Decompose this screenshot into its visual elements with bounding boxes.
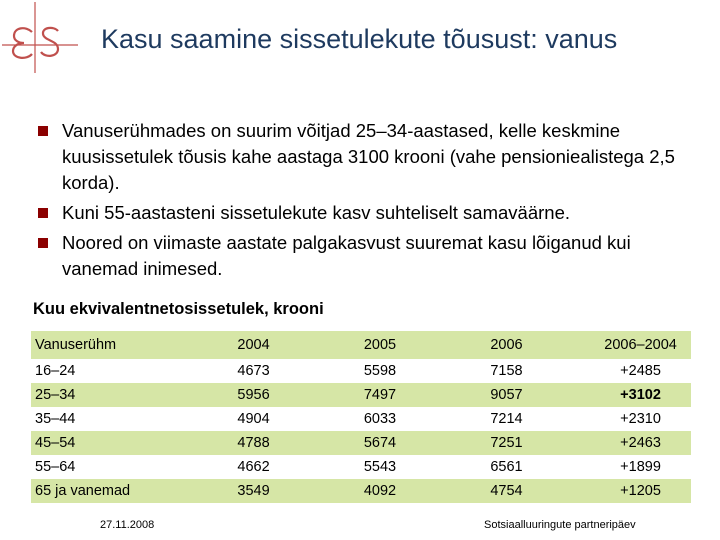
table-cell: 4662 — [237, 459, 270, 475]
table-cell: 5674 — [346, 431, 472, 455]
table-row — [31, 407, 691, 431]
table-cell: 5956 — [219, 383, 345, 407]
table-cell: 3549 — [219, 479, 345, 503]
bullet-text: Vanuserühmades on suurim võitjad 25–34-aastased, kelle keskmine kuusissetulek tõusis kahe aastaga 3100 krooni (vahe pensioniealistega 2,5 korda). — [62, 120, 675, 193]
es-logo — [0, 0, 80, 75]
bullet-item — [36, 230, 696, 282]
table-cell: 4788 — [219, 431, 345, 455]
bullet-square-icon — [38, 208, 48, 218]
table-cell: 7251 — [472, 431, 590, 455]
table-cell: 9057 — [472, 383, 590, 407]
table-cell: 5543 — [363, 459, 397, 475]
header-cell: 2006 — [472, 331, 590, 359]
table-row — [31, 359, 691, 383]
table-cell: +1205 — [590, 479, 691, 503]
table-cell: +1899 — [620, 459, 661, 475]
table-cell: 55–64 — [35, 459, 76, 475]
table-cell: +2463 — [590, 431, 691, 455]
table-cell: 7158 — [490, 363, 523, 379]
table-cell: 4673 — [237, 363, 270, 379]
table-cell: 35–44 — [35, 411, 76, 427]
table-cell: 5598 — [363, 363, 397, 379]
table-row — [31, 431, 691, 455]
header-cell: 2006–2004 — [590, 331, 691, 359]
table-cell: 4904 — [237, 411, 270, 427]
table-header-row — [31, 331, 691, 359]
footer-date: 27.11.2008 — [100, 519, 155, 531]
table-cell: 65 ja vanemad — [31, 479, 219, 503]
table-cell: +2310 — [620, 411, 661, 427]
table-row — [31, 479, 691, 503]
table-cell: 4754 — [472, 479, 590, 503]
table-cell-highlight: +3102 — [590, 383, 691, 407]
bullet-square-icon — [38, 238, 48, 248]
header-cell: 2004 — [219, 331, 345, 359]
slide-title: Kasu saamine sissetulekute tõusust: vanus — [101, 24, 618, 54]
table-cell: 7497 — [346, 383, 472, 407]
table-cell: +2485 — [620, 363, 661, 379]
bullet-item — [36, 200, 696, 226]
table-cell: 6561 — [490, 459, 523, 475]
table-cell: 7214 — [490, 411, 523, 427]
income-table — [31, 331, 691, 503]
bullet-list — [36, 118, 696, 286]
header-cell: 2005 — [346, 331, 472, 359]
table-row — [31, 455, 691, 479]
table-cell: 6033 — [363, 411, 397, 427]
table-cell: 25–34 — [31, 383, 219, 407]
table-row — [31, 383, 691, 407]
bullet-item — [36, 118, 696, 196]
bullet-square-icon — [38, 126, 48, 136]
table-cell: 45–54 — [31, 431, 219, 455]
table-caption: Kuu ekvivalentnetosissetulek, krooni — [33, 300, 324, 318]
table-cell: 4092 — [346, 479, 472, 503]
table-cell: 16–24 — [35, 363, 76, 379]
footer-event: Sotsiaalluuringute partneripäev — [484, 519, 636, 531]
bullet-text: Kuni 55-aastasteni sissetulekute kasv suhteliselt samaväärne. — [62, 202, 570, 223]
header-cell: Vanuserühm — [31, 331, 219, 359]
bullet-text: Noored on viimaste aastate palgakasvust suuremat kasu lõiganud kui vanemad inimesed. — [62, 232, 631, 279]
